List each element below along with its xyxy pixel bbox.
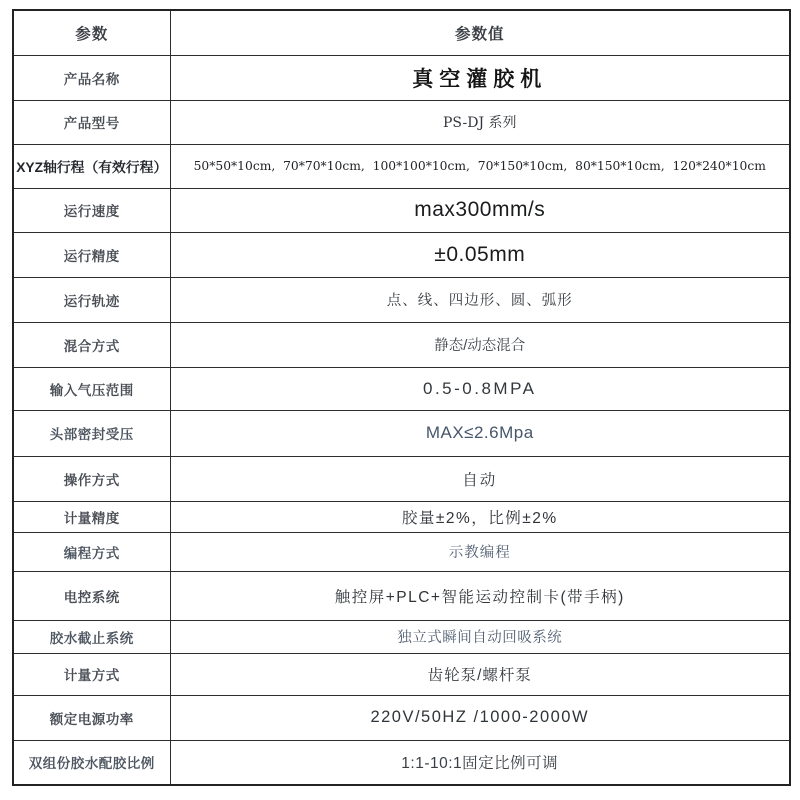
param-label: 产品型号	[13, 100, 170, 144]
param-label: 运行精度	[13, 232, 170, 277]
table-row	[13, 188, 790, 232]
table-row	[13, 55, 790, 100]
param-label: 运行速度	[13, 188, 170, 232]
table-row	[13, 456, 790, 501]
param-value: 静态/动态混合	[170, 322, 790, 367]
spec-table-header	[13, 10, 790, 55]
spec-table	[12, 9, 791, 786]
param-value: 50*50*10cm, 70*70*10cm, 100*100*10cm, 70*150*10cm, 80*150*10cm, 120*240*10cm	[170, 144, 790, 188]
param-value: 真空灌胶机	[170, 55, 790, 100]
param-value: PS-DJ 系列	[170, 100, 790, 144]
param-label: XYZ轴行程（有效行程）	[13, 144, 170, 188]
param-label: 双组份胶水配胶比例	[13, 740, 170, 785]
param-label: 胶水截止系统	[13, 620, 170, 653]
param-value: 胶量±2%，比例±2%	[170, 501, 790, 532]
param-value: 触控屏+PLC+智能运动控制卡(带手柄)	[170, 571, 790, 620]
table-row	[13, 532, 790, 571]
param-value: 220V/50HZ /1000-2000W	[170, 695, 790, 740]
param-label: 额定电源功率	[13, 695, 170, 740]
table-row	[13, 653, 790, 695]
spec-table-body	[13, 55, 790, 785]
param-value: 独立式瞬间自动回吸系统	[170, 620, 790, 653]
param-label: 产品名称	[13, 55, 170, 100]
param-value: 自动	[170, 456, 790, 501]
param-label: 编程方式	[13, 532, 170, 571]
param-value: 0.5-0.8MPA	[170, 367, 790, 410]
table-row	[13, 620, 790, 653]
table-row	[13, 232, 790, 277]
param-value: ±0.05mm	[170, 232, 790, 277]
param-value: 齿轮泵/螺杆泵	[170, 653, 790, 695]
header-param-value: 参数值	[170, 10, 790, 55]
param-label: 运行轨迹	[13, 277, 170, 322]
table-row	[13, 571, 790, 620]
param-label: 电控系统	[13, 571, 170, 620]
param-label: 输入气压范围	[13, 367, 170, 410]
param-label: 混合方式	[13, 322, 170, 367]
param-value: 点、线、四边形、圆、弧形	[170, 277, 790, 322]
table-row	[13, 740, 790, 785]
header-row	[13, 10, 790, 55]
table-row	[13, 100, 790, 144]
table-row	[13, 367, 790, 410]
table-row	[13, 322, 790, 367]
table-row	[13, 695, 790, 740]
spec-sheet	[12, 9, 789, 786]
param-label: 计量方式	[13, 653, 170, 695]
table-row	[13, 277, 790, 322]
param-value: MAX≤2.6Mpa	[170, 410, 790, 456]
param-label: 计量精度	[13, 501, 170, 532]
param-value: 示教编程	[170, 532, 790, 571]
header-param: 参数	[13, 10, 170, 55]
param-label: 操作方式	[13, 456, 170, 501]
param-value: 1:1-10:1固定比例可调	[170, 740, 790, 785]
param-value: max300mm/s	[170, 188, 790, 232]
param-label: 头部密封受压	[13, 410, 170, 456]
table-row	[13, 410, 790, 456]
table-row	[13, 501, 790, 532]
table-row	[13, 144, 790, 188]
